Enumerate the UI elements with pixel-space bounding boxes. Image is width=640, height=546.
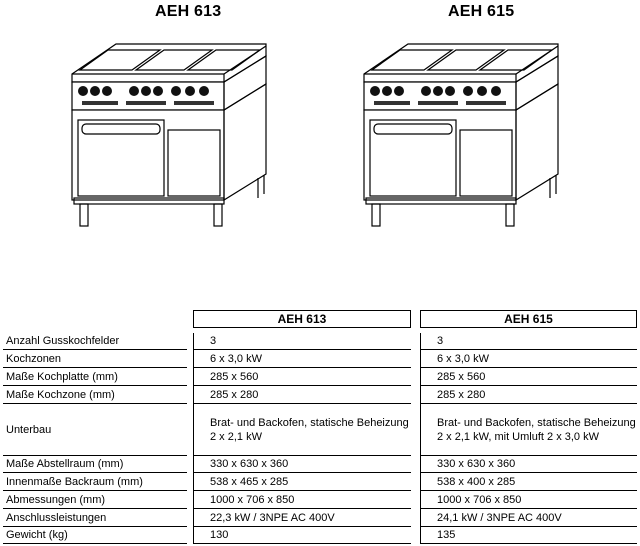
value-aeh-615: 285 x 280 <box>420 386 637 404</box>
value-aeh-615: 1000 x 706 x 850 <box>420 491 637 509</box>
value-aeh-615: Brat- und Backofen, statische Beheizung 2 x 2,1 kW, mit Umluft 2 x 3,0 kW <box>420 404 637 456</box>
value-aeh-613: 1000 x 706 x 850 <box>193 491 411 509</box>
table-row <box>3 368 638 386</box>
value-aeh-613: 538 x 465 x 285 <box>193 473 411 491</box>
table-row <box>3 491 638 509</box>
table-row <box>3 473 638 491</box>
value-aeh-613: 330 x 630 x 360 <box>193 456 411 473</box>
value-aeh-613: Brat- und Backofen, statische Beheizung 2 x 2,1 kW <box>193 404 411 456</box>
row-label: Innenmaße Backraum (mm) <box>3 473 187 491</box>
column-header-aeh-615: AEH 615 <box>420 310 637 328</box>
row-label: Kochzonen <box>3 350 187 368</box>
table-row <box>3 386 638 404</box>
value-aeh-613: 22,3 kW / 3NPE AC 400V <box>193 509 411 527</box>
stove-illustration-aeh-613 <box>70 38 270 233</box>
row-label: Gewicht (kg) <box>3 527 187 544</box>
value-aeh-613: 6 x 3,0 kW <box>193 350 411 368</box>
row-label: Anzahl Gusskochfelder <box>3 333 187 350</box>
row-label: Maße Abstellraum (mm) <box>3 456 187 473</box>
table-row <box>3 350 638 368</box>
table-row <box>3 527 638 544</box>
stove-illustration-aeh-615 <box>362 38 562 233</box>
value-aeh-613: 130 <box>193 527 411 544</box>
value-aeh-615: 3 <box>420 333 637 350</box>
column-header-aeh-613: AEH 613 <box>193 310 411 328</box>
value-aeh-615: 330 x 630 x 360 <box>420 456 637 473</box>
row-label: Maße Kochplatte (mm) <box>3 368 187 386</box>
table-row <box>3 404 638 456</box>
table-row <box>3 456 638 473</box>
value-aeh-613: 285 x 560 <box>193 368 411 386</box>
value-aeh-615: 285 x 560 <box>420 368 637 386</box>
value-aeh-615: 538 x 400 x 285 <box>420 473 637 491</box>
value-aeh-613: 285 x 280 <box>193 386 411 404</box>
column-divider <box>420 333 421 544</box>
value-aeh-613: 3 <box>193 333 411 350</box>
model-title-aeh-613: AEH 613 <box>155 3 222 20</box>
row-label: Maße Kochzone (mm) <box>3 386 187 404</box>
value-aeh-615: 135 <box>420 527 637 544</box>
value-aeh-615: 24,1 kW / 3NPE AC 400V <box>420 509 637 527</box>
row-label: Anschlussleistungen <box>3 509 187 527</box>
model-title-aeh-615: AEH 615 <box>448 3 515 20</box>
value-aeh-615: 6 x 3,0 kW <box>420 350 637 368</box>
row-label: Unterbau <box>3 404 187 456</box>
table-row <box>3 509 638 527</box>
column-divider <box>193 333 194 544</box>
table-row <box>3 333 638 350</box>
row-label: Abmessungen (mm) <box>3 491 187 509</box>
